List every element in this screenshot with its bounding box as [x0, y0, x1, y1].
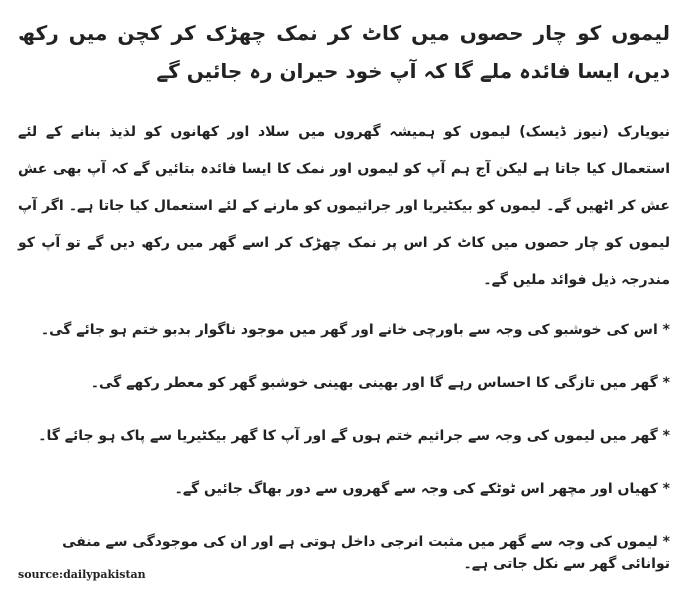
source-credit: source:dailypakistan	[18, 568, 146, 581]
benefit-item: * لیموں کی وجہ سے گھر میں مثبت انرجی داخل ہوتی ہے اور ان کی موجودگی سے منفی توانائی گھر سے نکل جاتی ہے۔	[62, 534, 670, 572]
article-intro: نیویارک (نیوز ڈیسک) لیموں کو ہمیشہ گھروں میں سلاد اور کھانوں کو لذیذ بنانے کے لئے استعمال کیا جاتا ہے لیکن آج ہم آپ کو لیموں اور نمک کا ایسا فائدہ بتائیں گے کہ آپ بھی عش عش کر اٹھیں گے۔ لیموں کو بیکٹیریا اور جراثیموں کو مارنے کے لئے استعمال کیا جاتا ہے۔ اگر آپ لیموں کو چار حصوں میں کاٹ کر اس پر نمک چھڑک کر اسے گھر میں رکھ دیں گے تو آپ کو مندرجہ ذیل فوائد ملیں گے۔	[18, 124, 670, 288]
article-title: لیموں کو چار حصوں میں کاٹ کر نمک چھڑک کر کچن میں رکھ دیں، ایسا فائدہ ملے گا کہ آپ خود حیران رہ جائیں گے	[18, 21, 670, 83]
benefits-list	[18, 319, 670, 575]
benefit-item: * گھر میں تازگی کا احساس رہے گا اور بھینی بھینی خوشبو گھر کو معطر رکھے گی۔	[90, 375, 670, 391]
benefit-item: * گھر میں لیموں کی وجہ سے جراثیم ختم ہوں گے اور آپ کا گھر بیکٹیریا سے پاک ہو جائے گا۔	[38, 428, 670, 444]
benefit-item: * کھیاں اور مچھر اس ٹوٹکے کی وجہ سے گھروں سے دور بھاگ جائیں گے۔	[174, 481, 670, 497]
benefit-item: * اس کی خوشبو کی وجہ سے باورچی خانے اور گھر میں موجود ناگوار بدبو ختم ہو جائے گی۔	[40, 322, 670, 338]
